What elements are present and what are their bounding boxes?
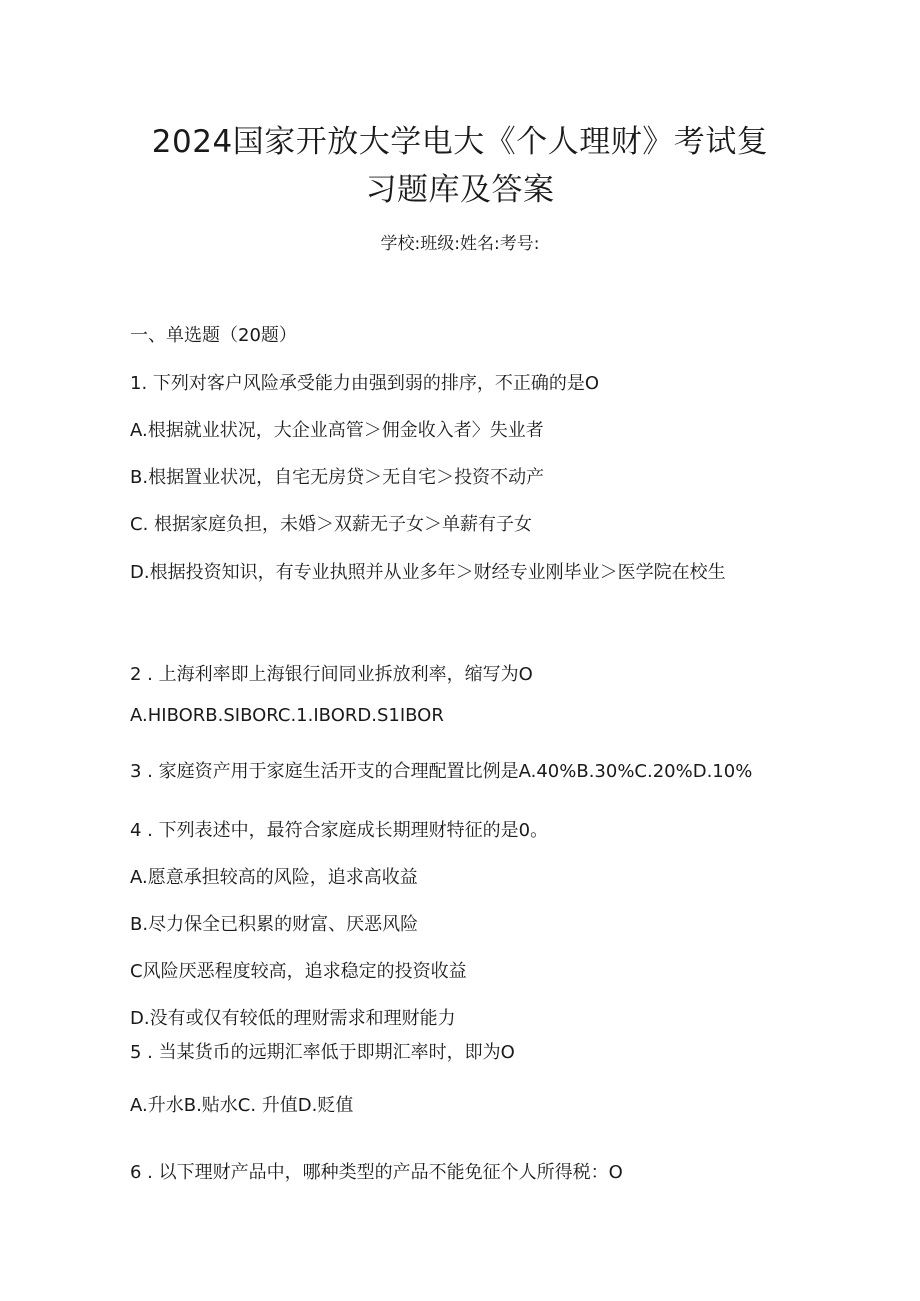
question-5-options: A.升水B.贴水C. 升值D.贬值 <box>130 1095 354 1116</box>
section-heading: 一、单选题（20题） <box>130 325 297 346</box>
question-4-option-d: D.没有或仅有较低的理财需求和理财能力 <box>130 1008 456 1029</box>
question-4-stem: 4 . 下列表述中，最符合家庭成长期理财特征的是0。 <box>130 820 549 841</box>
question-4-option-c: C风险厌恶程度较高，追求稳定的投资收益 <box>130 961 467 982</box>
question-3-stem: 3 . 家庭资产用于家庭生活开支的合理配置比例是A.40%B.30%C.20%D.10% <box>130 761 753 782</box>
document-title-line-2: 习题库及答案 <box>365 172 555 208</box>
question-1-option-d: D.根据投资知识，有专业执照并从业多年＞财经专业刚毕业＞医学院在校生 <box>130 562 726 583</box>
question-6-stem: 6 . 以下理财产品中，哪种类型的产品不能免征个人所得税：O <box>130 1162 623 1183</box>
student-info-line: 学校:班级:姓名:考号: <box>380 234 540 254</box>
question-1-option-b: B.根据置业状况，自宅无房贷＞无自宅＞投资不动产 <box>130 467 545 488</box>
question-4-option-b: B.尽力保全已积累的财富、厌恶风险 <box>130 914 419 935</box>
question-1-option-a: A.根据就业状况，大企业高管＞佣金收入者〉失业者 <box>130 420 544 441</box>
question-1-stem: 1. 下列对客户风险承受能力由强到弱的排序，不正确的是O <box>130 373 600 394</box>
document-title-line-1: 2024国家开放大学电大《个人理财》考试复 <box>151 124 769 160</box>
question-1-option-c: C. 根据家庭负担，未婚＞双薪无子女＞单薪有子女 <box>130 514 533 535</box>
question-2-options: A.HIBORB.SIBORC.1.IBORD.S1IBOR <box>130 705 444 726</box>
question-2-stem: 2 . 上海利率即上海银行间同业拆放利率，缩写为O <box>130 664 533 685</box>
question-5-stem: 5 . 当某货币的远期汇率低于即期汇率时，即为O <box>130 1042 515 1063</box>
question-4-option-a: A.愿意承担较高的风险，追求高收益 <box>130 867 418 888</box>
